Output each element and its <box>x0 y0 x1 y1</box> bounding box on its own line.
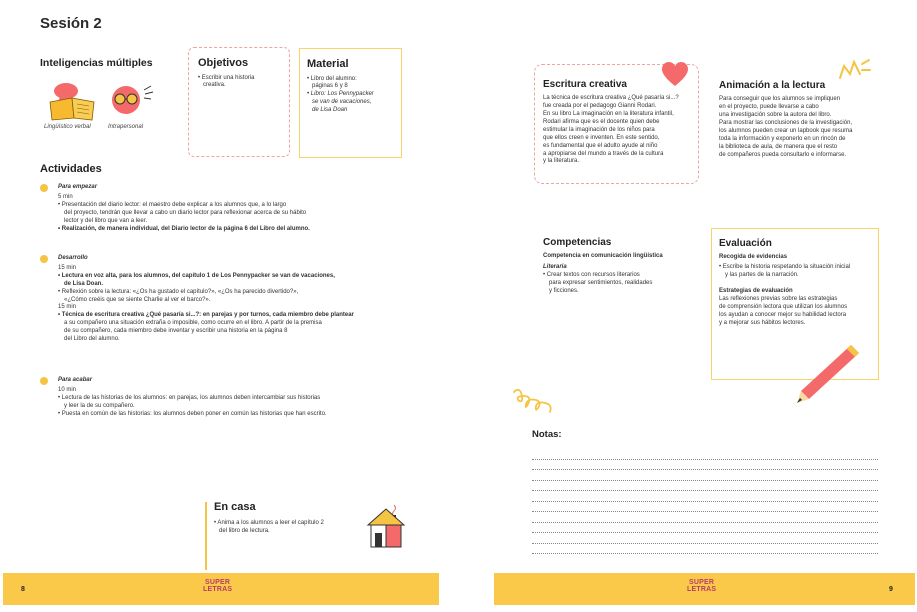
text-line: En su libro La imaginación en la literatura infantil, <box>543 111 674 117</box>
material-title: Material <box>307 58 349 70</box>
text-line: a apropiarse del mundo a través de la cultura <box>543 150 664 157</box>
superletras-logo: SUPER LETRAS <box>203 579 233 593</box>
activity-heading: Para acabar <box>58 377 93 383</box>
text-line: de comprensión lectora que utilizan los alumnos <box>719 303 848 310</box>
material-item: • Libro del alumno: páginas 6 y 8 <box>307 75 357 90</box>
activity-block-start <box>40 184 385 233</box>
pencil-icon <box>793 343 863 405</box>
evidence-title: Recogida de evidencias <box>719 254 788 261</box>
text-line: es fundamental que el adulto ayude al niño <box>543 142 658 149</box>
note-line[interactable] <box>532 470 878 481</box>
text-line: fue creada por el pedagogo Gianni Rodari. <box>543 103 657 110</box>
text-line: los ayudan a conocer mejor su habilidad lectora <box>719 311 847 318</box>
bullet-dot-icon <box>40 377 48 385</box>
text-line: y las partes de la narración. <box>725 272 799 278</box>
activity-line: y leer la de su compañero. <box>64 402 135 409</box>
activity-line: 15 min <box>58 264 77 271</box>
footer-right <box>494 573 915 605</box>
bullet-dot-icon <box>40 255 48 263</box>
session-title: Sesión 2 <box>40 15 102 32</box>
objectives-box <box>188 47 290 157</box>
material-item: • Libro: Los Pennypacker se van de vacaciones, de Lisa Doan <box>307 91 374 114</box>
text-line: una investigación sobre la autora del libro. <box>719 112 832 118</box>
activity-line: 10 min <box>58 386 77 393</box>
text-line: • Escribe la historia respetando la situación inicial <box>719 264 851 271</box>
activity-line: de Lisa Doan. <box>64 280 104 287</box>
activity-heading: Desarrollo <box>58 255 88 261</box>
activities-title: Actividades <box>40 163 102 175</box>
strategies-title: Estrategias de evaluación <box>719 287 793 294</box>
heart-icon <box>662 62 688 88</box>
text-line: en el proyecto, puede llevarse a cabo <box>719 104 819 111</box>
activity-line: • Reflexión sobre la lectura: «¿Os ha gustado el capítulo?», «¿Os ha parecido divertido?», <box>58 288 299 295</box>
book-speech-icon <box>44 80 100 120</box>
activity-line: lector y del libro que van a leer. <box>64 217 148 224</box>
activity-line: a su compañero una situación extraña o imposible, como ocurre en el libro. A partir de la premisa <box>64 320 322 327</box>
loops-doodle-icon <box>512 386 564 412</box>
note-line[interactable] <box>532 460 878 471</box>
note-line[interactable] <box>532 533 878 544</box>
text-line: que ellos creen e inventen. En este sentido, <box>543 134 660 141</box>
text-line: • Crear textos con recursos literarios <box>543 272 640 278</box>
competencies-title: Competencias <box>543 237 612 248</box>
activity-block-development <box>40 255 385 344</box>
activity-line: «¿Cómo creéis que se siente Charlie al ver el barco?». <box>64 296 211 303</box>
text-line: los alumnos pueden crear un lapbook que resuma <box>719 127 853 134</box>
activity-line: • Lectura de las historias de los alumnos: en parejas, los alumnos deben intercambiar sus historias <box>58 394 321 401</box>
activity-block-end <box>40 377 385 419</box>
text-line: La técnica de escritura creativa ¿Qué pasaría si...? <box>543 95 679 102</box>
superletras-logo: SUPER LETRAS <box>687 579 717 593</box>
evaluation-title: Evaluación <box>719 238 772 249</box>
activity-line: del proyecto, tendrán que llevar a cabo un diario lector para reflexionar acerca de su hábito <box>64 209 307 216</box>
competencies-subtitle-2: Literaria <box>543 264 567 271</box>
activity-line: • Puesta en común de las historias: los alumnos deben poner en común las historias que han escrito. <box>58 410 327 417</box>
objectives-title: Objetivos <box>198 57 249 69</box>
activity-line: • Presentación del diario lector: el maestro debe explicar a los alumnos que, a lo largo <box>58 201 287 208</box>
text-line: de compañeros pueda consultarlo e informarse. <box>719 151 847 158</box>
material-box <box>299 48 402 158</box>
text-line: Rodari afirma que es el docente quien debe <box>543 118 660 125</box>
activity-line: • Realización, de manera individual, del Diario lector de la página 6 del Libro del alumno. <box>58 225 310 232</box>
activity-heading: Para empezar <box>58 184 98 190</box>
competencies-subtitle: Competencia en comunicación lingüística <box>543 253 663 260</box>
text-line: y a mejorar sus hábitos lectores. <box>719 319 806 326</box>
at-home-title: En casa <box>214 501 256 513</box>
activity-line: • Técnica de escritura creativa ¿Qué pasaría si...?: en parejas y por turnos, cada miembro debe plantear <box>58 312 354 319</box>
intelligence-label-intrapersonal: Intrapersonal <box>108 124 144 130</box>
sparkle-doodle-icon <box>838 52 872 82</box>
activity-line: 15 min <box>58 304 77 311</box>
objective-item: • Escribir una historia creativa. <box>198 74 255 89</box>
text-line: y la literatura. <box>543 158 580 165</box>
note-line[interactable] <box>532 544 878 555</box>
activity-line: • Lectura en voz alta, para los alumnos, del capítulo 1 de Los Pennypacker se van de vacaciones, <box>58 272 335 279</box>
text-line: Para conseguir que los alumnos se impliquen <box>719 96 841 103</box>
text-line: la biblioteca de aula, de manera que el resto <box>719 143 838 150</box>
text-line: y ficciones. <box>549 287 579 294</box>
text-line: Para mostrar las conclusiones de la investigación, <box>719 119 853 126</box>
text-line: para expresar sentimientos, realidades <box>549 279 653 286</box>
reading-animation-section <box>719 79 881 159</box>
text-line: Las reflexiones previas sobre las estrategias <box>719 295 838 302</box>
at-home-divider <box>205 502 207 570</box>
reading-animation-title: Animación a la lectura <box>719 80 826 91</box>
intelligences-title: Inteligencias múltiples <box>40 57 153 69</box>
page-number-left: 8 <box>21 586 25 593</box>
note-line[interactable] <box>532 523 878 534</box>
creative-writing-title: Escritura creativa <box>543 79 627 90</box>
intelligence-label-linguistic: Lingüístico verbal <box>44 124 91 130</box>
note-line[interactable] <box>532 491 878 502</box>
page-number-right: 9 <box>889 586 893 593</box>
bullet-dot-icon <box>40 184 48 192</box>
at-home-text: • Anima a los alumnos a leer el capítulo 2 del libro de lectura. <box>214 520 324 534</box>
note-line[interactable] <box>532 481 878 492</box>
text-line: toda la información y exponerlo en un rincón de <box>719 135 846 142</box>
house-icon <box>366 503 406 549</box>
activity-line: del Libro del alumno. <box>64 336 120 343</box>
activity-line: 5 min <box>58 193 73 200</box>
note-line[interactable] <box>532 502 878 513</box>
left-page <box>0 0 458 612</box>
note-line[interactable] <box>532 512 878 523</box>
notes-lines <box>532 449 878 554</box>
notes-title: Notas: <box>532 429 562 440</box>
activity-line: de su compañero, cada miembro debe inventar y escribir una historia en la página 8 <box>64 328 288 335</box>
competencies-section <box>543 236 693 296</box>
thinking-face-icon <box>104 80 160 120</box>
text-line: estimular la imaginación de los niños para <box>543 126 655 133</box>
footer-left <box>3 573 439 605</box>
note-line[interactable] <box>532 449 878 460</box>
